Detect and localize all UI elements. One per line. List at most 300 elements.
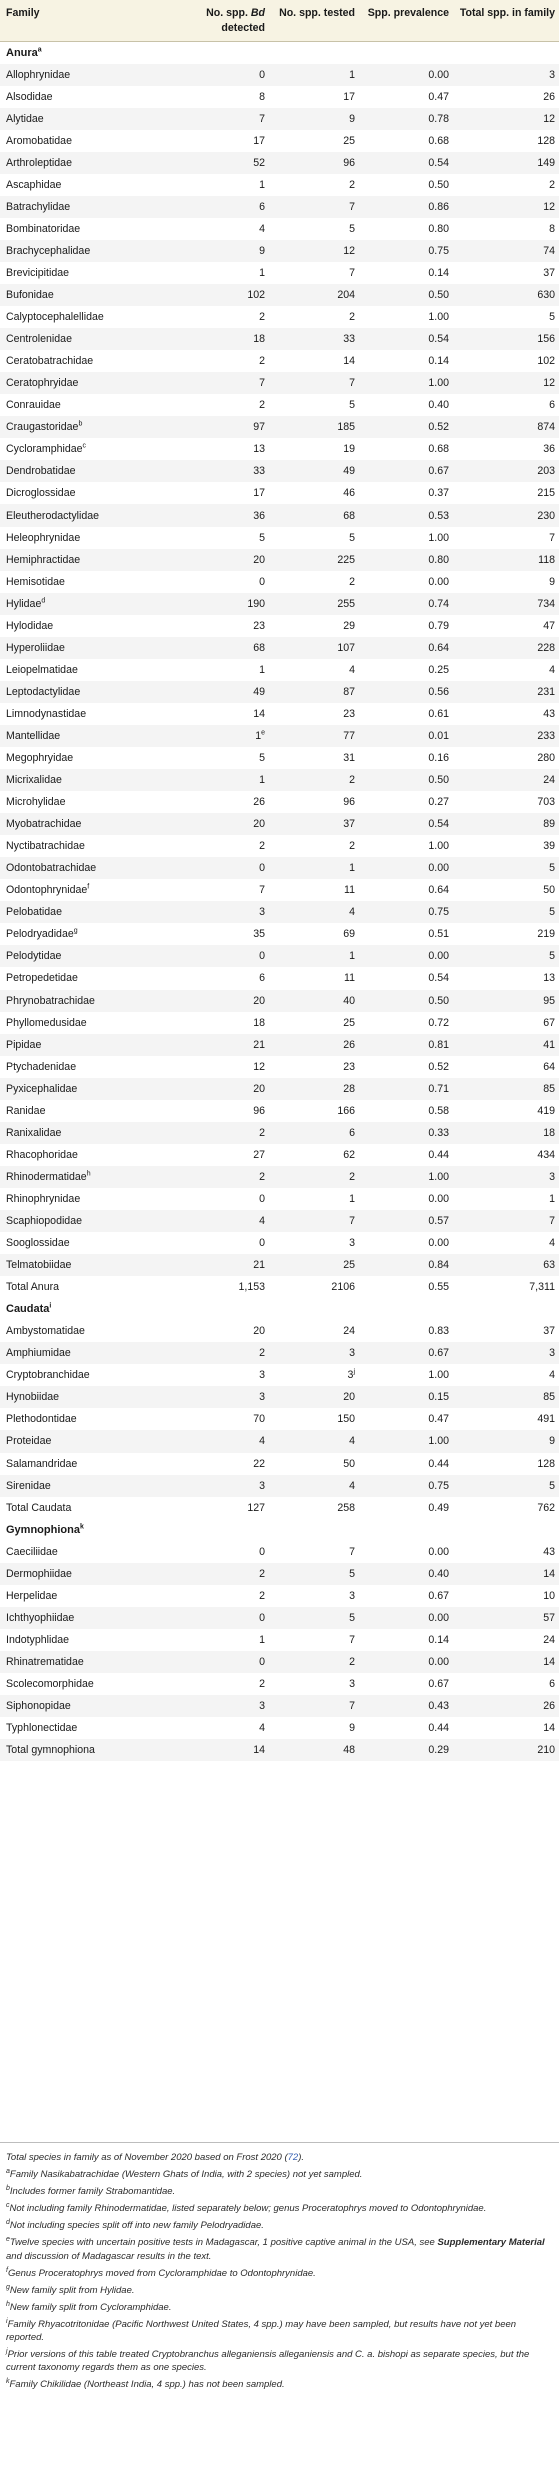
family-cell: Pelodytidae [0,945,172,967]
tested-cell: 9 [269,108,359,130]
prevalence-cell: 0.75 [359,240,453,262]
prevalence-cell: 0.00 [359,1651,453,1673]
prevalence-cell: 0.50 [359,284,453,306]
table-row [0,901,559,923]
prevalence-cell: 0.14 [428,1633,449,1646]
detected-cell: 0 [172,945,269,967]
detected-cell: 20 [172,1078,269,1100]
footnote-mark: c [82,442,87,450]
detected-cell: 96 [253,1104,265,1117]
family-cell: Eleutherodactylidae [0,504,172,526]
prevalence-cell: 0.00 [428,1192,449,1205]
prevalence-cell: 1.00 [428,840,449,853]
table-footnotes [0,2142,559,2395]
detected-cell: 0 [259,1192,265,1205]
prevalence-cell: 1.00 [359,1166,453,1188]
section-header-anura [0,42,559,64]
detected-cell: 0 [172,1607,269,1629]
detected-cell: 2 [259,355,265,368]
family-cell: Conrauidae [6,399,61,412]
tested-cell: 5 [349,531,355,544]
tested-cell: 46 [343,487,355,500]
detected-cell: 6 [172,196,269,218]
prevalence-cell: 0.81 [359,1034,453,1056]
total-cell: 156 [453,328,559,350]
prevalence-cell: 0.44 [428,1722,449,1735]
table-row [0,284,559,306]
header-prevalence: Spp. prevalence [359,0,453,42]
section-title: Caudata [6,1303,50,1316]
family-cell: Rhacophoridae [6,1148,78,1161]
family-cell: Scaphiopodidae [0,1210,172,1232]
detected-cell: 23 [253,619,265,632]
family-cell: Pipidae [0,1034,172,1056]
reference-link[interactable]: 72 [287,2152,299,2163]
total-cell: 89 [453,813,559,835]
prevalence-cell: 0.00 [359,64,453,86]
table-row [0,108,559,130]
footnote-mark: h [86,1170,91,1178]
family-cell: Nyctibatrachidae [6,840,85,853]
table-row [0,1254,559,1276]
total-row [0,1276,559,1298]
tested-cell: 4 [269,1475,359,1497]
footnote-mark: b [78,420,83,428]
table-row [0,1475,559,1497]
total-cell: 50 [543,884,555,897]
detected-cell: 4 [172,1210,269,1232]
footnote-g: $^g$New family split from Hylidae. [6,2283,135,2296]
table-row [0,1541,559,1563]
footnote-a: $^a$Family Nasikabatrachidae (Western Ghats of India, with 2 species) not yet sampled. [6,2167,363,2181]
tested-cell: 48 [269,1739,359,1761]
table-row [0,725,559,747]
prevalence-cell: 0.00 [428,1545,449,1558]
total-cell: 3 [453,1342,559,1364]
tested-cell: 150 [337,1413,355,1426]
tested-cell: 2106 [331,1281,355,1294]
table-row [0,1342,559,1364]
family-cell: Herpelidae [6,1589,58,1602]
total-cell: 7 [453,1210,559,1232]
total-cell: 64 [543,1060,555,1073]
table-row [0,416,559,438]
total-cell: 24 [453,769,559,791]
detected-cell: 14 [253,707,265,720]
detected-cell: 0 [172,857,269,879]
total-cell: 3 [453,1166,559,1188]
total-cell: 1 [549,1192,555,1205]
tested-cell: 2 [269,1651,359,1673]
family-cell: Dendrobatidae [0,460,172,482]
tested-cell: 69 [343,928,355,941]
footnote-mark: d [41,597,46,605]
tested-cell: 9 [349,1722,355,1735]
footnote-lead: Total species in family as of November 2020 based on Frost 2020 (72). [6,2152,305,2163]
prevalence-cell: 0.50 [359,990,453,1012]
tested-cell: 26 [269,1034,359,1056]
tested-cell: 2 [349,311,355,324]
table-row [0,1651,559,1673]
total-cell: 118 [453,549,559,571]
total-cell: 85 [453,1386,559,1408]
table-row [0,1453,559,1475]
prevalence-cell: 0.74 [359,593,453,615]
total-row [0,1739,559,1761]
tested-cell: 3 [269,1342,359,1364]
detected-cell: 26 [253,796,265,809]
detected-cell: 2 [172,1166,269,1188]
prevalence-cell: 0.68 [428,443,449,456]
table-row [0,879,559,901]
prevalence-cell: 0.55 [428,1281,449,1294]
table-row [0,857,559,879]
tested-cell: 7 [349,266,355,279]
tested-cell: 20 [269,1386,359,1408]
detected-cell: 12 [253,1060,265,1073]
prevalence-cell: 0.67 [428,1589,449,1602]
total-cell: 5 [549,311,555,324]
family-cell: Ceratobatrachidae [6,355,94,368]
family-cell: Scolecomorphidae [6,1677,94,1690]
total-cell: 37 [543,266,555,279]
total-row [0,1497,559,1519]
total-cell: 12 [453,108,559,130]
table-row [0,593,559,615]
total-cell: 14 [453,1563,559,1585]
detected-cell: 4 [259,1722,265,1735]
prevalence-cell: 0.58 [428,1104,449,1117]
table-row [0,1188,559,1210]
prevalence-cell: 0.67 [359,460,453,482]
tested-cell: 7 [269,372,359,394]
detected-cell: 1 [259,178,265,191]
tested-cell: 96 [343,796,355,809]
tested-cell: 3 [349,1589,355,1602]
detected-cell: 5 [259,531,265,544]
family-cell: Ascaphidae [6,178,62,191]
family-cell: Petropedetidae [6,972,78,985]
prevalence-cell: 0.54 [359,328,453,350]
total-cell: 12 [453,372,559,394]
tested-cell: 7 [269,1210,359,1232]
family-cell: Odontophrynidae$^f$ [6,883,90,897]
prevalence-cell: 0.44 [428,1457,449,1470]
footnote-mark: e [261,729,265,737]
prevalence-cell: 0.61 [428,707,449,720]
table-row [0,1320,559,1342]
detected-cell: 2 [172,1563,269,1585]
table-row [0,791,559,813]
prevalence-cell: 0.44 [428,1148,449,1161]
prevalence-cell: 0.40 [428,399,449,412]
footnote-h: $^h$New family split from Cycloramphidae. [6,2300,172,2313]
detected-cell: 2 [259,399,265,412]
tested-cell: 31 [343,752,355,765]
table-row [0,990,559,1012]
detected-cell: 18 [172,328,269,350]
table-row [0,1364,559,1386]
tested-cell: 225 [269,549,359,571]
total-cell: 12 [453,196,559,218]
footnote-f: $^f$Genus Proceratophrys moved from Cycloramphidae to Odontophrynidae. [6,2266,316,2279]
detected-cell: 3 [172,1386,269,1408]
family-cell: Salamandridae [6,1457,78,1470]
family-cell: Ichthyophiidae [0,1607,172,1629]
family-cell: Batrachylidae [0,196,172,218]
family-cell: Bombinatoridae [6,222,81,235]
tested-cell: 5 [269,1607,359,1629]
tested-cell: 77 [269,725,359,747]
tested-cell: 258 [337,1501,355,1514]
detected-cell: 22 [253,1457,265,1470]
total-cell: 37 [543,1325,555,1338]
detected-cell: 1,153 [238,1281,265,1294]
prevalence-cell: 0.75 [359,1475,453,1497]
table-row [0,1673,559,1695]
total-cell: 5 [453,857,559,879]
total-cell: 41 [453,1034,559,1056]
total-cell: 13 [543,972,555,985]
total-cell: 14 [453,1651,559,1673]
table-row [0,394,559,416]
prevalence-cell: 0.80 [428,222,449,235]
table-row [0,527,559,549]
footnote-mark: a [37,46,42,54]
tested-cell: 11 [344,972,355,985]
tested-cell: 1 [269,945,359,967]
family-cell: Craugastoridae$^b$ [0,416,172,438]
total-cell: 43 [543,707,555,720]
header-detected: No. spp. Bd detected [172,0,269,42]
tested-cell: 33 [269,328,359,350]
total-cell: 233 [453,725,559,747]
total-cell: 26 [543,90,555,103]
tested-cell: 37 [269,813,359,835]
detected-cell: 97 [172,416,269,438]
table-row [0,240,559,262]
detected-cell: 0 [172,1651,269,1673]
total-cell: 703 [537,796,555,809]
table-row [0,1430,559,1452]
family-cell: Hyperoliidae [0,637,172,659]
total-cell: 231 [453,681,559,703]
tested-cell: 25 [343,1016,355,1029]
prevalence-cell: 0.79 [428,619,449,632]
total-cell: 5 [453,1475,559,1497]
family-cell: Rhinophrynidae [6,1192,81,1205]
table-row [0,681,559,703]
tested-cell: 1 [269,857,359,879]
table-row [0,64,559,86]
prevalence-cell: 0.50 [359,769,453,791]
detected-cell: 1 [259,663,265,676]
prevalence-cell: 0.72 [428,1016,449,1029]
detected-cell: 21 [172,1254,269,1276]
total-cell: 39 [543,840,555,853]
family-cell: Phyllomedusidae [6,1016,87,1029]
detected-cell: 70 [253,1413,265,1426]
table-row [0,196,559,218]
table-row [0,835,559,857]
detected-cell: 7 [172,108,269,130]
detected-cell: 190 [172,593,269,615]
tested-cell: 2 [269,769,359,791]
prevalence-cell: 1.00 [428,531,449,544]
family-cell: Heleophrynidae [6,531,81,544]
table-row [0,747,559,769]
family-cell: Microhylidae [6,796,66,809]
total-cell: 102 [537,355,555,368]
table-row [0,967,559,989]
detected-cell: 27 [253,1148,265,1161]
family-cell: Hynobiidae [0,1386,172,1408]
total-cell: 6 [549,1677,555,1690]
footnote-mark: k [79,1523,84,1530]
detected-cell: 8 [259,90,265,103]
table-row [0,482,559,504]
table-row [0,130,559,152]
tested-cell: 87 [269,681,359,703]
prevalence-cell: 0.54 [359,813,453,835]
detected-cell: 13 [253,443,265,456]
tested-cell: 5 [349,222,355,235]
family-cell: Aromobatidae [6,134,72,147]
family-cell: Cryptobranchidae [6,1369,90,1382]
family-cell: Leiopelmatidae [6,663,78,676]
detected-cell: 36 [172,504,269,526]
tested-cell: 185 [269,416,359,438]
family-cell: Allophrynidae [0,64,172,86]
detected-cell: 2 [259,1677,265,1690]
total-cell: 9 [453,1430,559,1452]
tested-cell: 28 [269,1078,359,1100]
table-row [0,1122,559,1144]
family-cell: Ptychadenidae [6,1060,77,1073]
detected-cell: 4 [172,1430,269,1452]
family-cell: Hylidae$^d$ [0,593,172,615]
detected-cell: 68 [172,637,269,659]
tested-cell: 7 [349,1633,355,1646]
prevalence-cell: 0.83 [428,1325,449,1338]
tested-cell: 19 [343,443,355,456]
total-cell: 24 [543,1633,555,1646]
family-cell: Caeciliidae [6,1545,58,1558]
family-cell: Bufonidae [0,284,172,306]
prevalence-cell: 0.67 [428,1677,449,1690]
tested-cell: 14 [343,355,355,368]
table-row [0,306,559,328]
prevalence-cell: 0.78 [359,108,453,130]
total-cell: 219 [537,928,555,941]
total-cell: 149 [453,152,559,174]
tested-cell: 12 [269,240,359,262]
family-cell: Sooglossidae [6,1237,70,1250]
family-cell: Total Anura [6,1281,60,1294]
tested-cell: 23 [343,1060,355,1073]
tested-cell: 29 [343,619,355,632]
footnote-i: $^i$Family Rhyacotritonidae (Pacific Northwest United States, 4 spp.) may have been sampled, but results have not yet been reported. [6,2317,517,2344]
detected-cell: 0 [259,575,265,588]
table-row [0,703,559,725]
table-row [0,945,559,967]
tested-cell: 49 [269,460,359,482]
family-cell: Myobatrachidae [0,813,172,835]
prevalence-cell: 0.43 [359,1695,453,1717]
detected-cell: 1 [172,769,269,791]
table-row [0,174,559,196]
detected-cell: 3 [172,901,269,923]
detected-cell: 21 [172,1034,269,1056]
table-row [0,86,559,108]
tested-cell: 6 [269,1122,359,1144]
table-row [0,769,559,791]
section-header-gymnophiona [0,1519,559,1541]
detected-cell: 20 [253,1325,265,1338]
supplementary-material-link[interactable]: Supplementary Material [437,2237,545,2249]
detected-cell: 17 [253,487,265,500]
footnote-d: $^d$Not including species split off into new family Pelodryadidae. [6,2219,264,2232]
table-row [0,262,559,284]
detected-cell: 20 [172,549,269,571]
prevalence-cell: 0.56 [359,681,453,703]
tested-cell: 40 [269,990,359,1012]
family-cell: Total Caudata [6,1501,72,1514]
tested-cell: 23 [343,707,355,720]
tested-cell: 204 [269,284,359,306]
family-cell: Ranidae [6,1104,46,1117]
family-cell: Rhinodermatidae$^h$ [0,1166,172,1188]
total-cell: 18 [453,1122,559,1144]
prevalence-cell: 0.68 [428,134,449,147]
table-row [0,571,559,593]
prevalence-cell: 1.00 [359,1430,453,1452]
detected-cell: 0 [259,1545,265,1558]
family-cell: Megophryidae [6,752,74,765]
total-cell: 228 [453,637,559,659]
prevalence-cell: 0.54 [428,972,449,985]
family-cell: Plethodontidae [6,1413,77,1426]
table-row [0,328,559,350]
table-header [0,0,559,42]
table-row [0,438,559,460]
prevalence-cell: 0.50 [428,178,449,191]
prevalence-cell: 0.33 [359,1122,453,1144]
table-row [0,659,559,681]
prevalence-cell: 0.64 [428,884,449,897]
family-cell: Leptodactylidae [0,681,172,703]
detected-cell: 2 [172,1122,269,1144]
total-cell: 734 [453,593,559,615]
tested-cell: 25 [269,1254,359,1276]
family-cell: Total gymnophiona [0,1739,172,1761]
total-cell: 203 [453,460,559,482]
prevalence-cell: 0.37 [428,487,449,500]
family-cell: Ranixalidae [0,1122,172,1144]
table-row [0,549,559,571]
footnote-mark: g [73,927,78,935]
prevalence-cell: 0.51 [428,928,449,941]
table-row [0,1408,559,1430]
tested-cell: 68 [269,504,359,526]
section-title: Anura [6,46,38,59]
detected-cell: 6 [259,972,265,985]
family-cell: Pelobatidae [0,901,172,923]
total-cell: 95 [453,990,559,1012]
family-cell: Calyptocephalellidae [6,311,104,324]
tested-cell: 1 [269,64,359,86]
table-row [0,1166,559,1188]
